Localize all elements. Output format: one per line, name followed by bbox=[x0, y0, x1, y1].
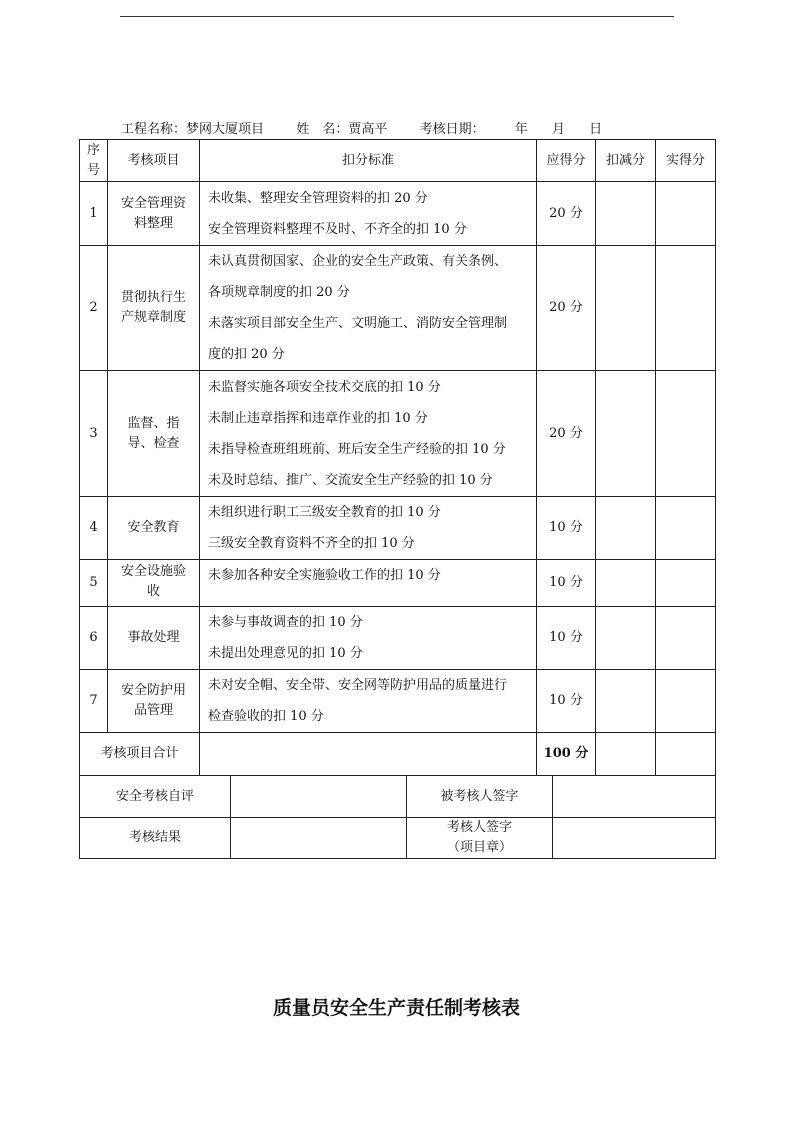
table-row bbox=[80, 371, 716, 497]
standard-line: 未参加各种安全实施验收工作的扣 10 分 bbox=[208, 568, 441, 583]
total-row bbox=[80, 733, 716, 776]
row-seq: 1 bbox=[80, 182, 108, 246]
name-value: 贾高平 bbox=[348, 122, 388, 137]
table-row bbox=[80, 246, 716, 371]
row-actual[interactable] bbox=[656, 371, 716, 497]
table-row bbox=[80, 497, 716, 560]
standard-line: 未监督实施各项安全技术交底的扣 10 分 bbox=[208, 379, 441, 395]
total-label: 考核项目合计 bbox=[80, 733, 200, 776]
standard-line: 未提出处理意见的扣 10 分 bbox=[208, 646, 363, 661]
standard-line: 未制止违章指挥和违章作业的扣 10 分 bbox=[208, 410, 428, 426]
standard-line: 未落实项目部安全生产、文明施工、消防安全管理制 bbox=[208, 316, 508, 331]
standard-line: 各项规章制度的扣 20 分 bbox=[208, 285, 350, 300]
row-standard bbox=[200, 246, 537, 371]
row-item bbox=[108, 670, 200, 733]
standard-line: 未及时总结、推广、交流安全生产经验的扣 10 分 bbox=[208, 472, 493, 488]
assessee-sign-field[interactable] bbox=[553, 776, 716, 818]
header-standard: 扣分标准 bbox=[200, 140, 537, 182]
row-actual[interactable] bbox=[656, 497, 716, 560]
row-deduct[interactable] bbox=[596, 560, 656, 607]
result-row bbox=[80, 818, 716, 859]
row-item-text: 监督、指导、检查 bbox=[127, 415, 180, 451]
row-actual[interactable] bbox=[656, 182, 716, 246]
total-deduct[interactable] bbox=[596, 733, 656, 776]
row-item bbox=[108, 182, 200, 246]
header-item: 考核项目 bbox=[108, 140, 200, 182]
row-standard bbox=[200, 607, 537, 670]
row-seq: 3 bbox=[80, 371, 108, 497]
assessee-sign-label: 被考核人签字 bbox=[407, 776, 553, 818]
row-actual[interactable] bbox=[656, 246, 716, 371]
row-item bbox=[108, 497, 200, 560]
date-label: 考核日期： bbox=[419, 122, 485, 137]
assessor-sign-field[interactable] bbox=[553, 818, 716, 859]
table-row bbox=[80, 560, 716, 607]
row-seq: 4 bbox=[80, 497, 108, 560]
self-eval-row bbox=[80, 776, 716, 818]
header-deduct: 扣减分 bbox=[596, 140, 656, 182]
year-label: 年 bbox=[514, 122, 528, 137]
row-item-text: 安全管理资料整理 bbox=[120, 195, 186, 231]
table-row bbox=[80, 607, 716, 670]
day-label: 日 bbox=[589, 122, 603, 137]
row-actual[interactable] bbox=[656, 670, 716, 733]
header-row bbox=[80, 140, 716, 182]
row-standard bbox=[200, 670, 537, 733]
row-deduct[interactable] bbox=[596, 371, 656, 497]
row-due: 20 分 bbox=[537, 246, 596, 371]
row-item-text: 安全教育 bbox=[127, 520, 180, 535]
form-info-line bbox=[121, 118, 602, 137]
row-deduct[interactable] bbox=[596, 246, 656, 371]
header-actual: 实得分 bbox=[656, 140, 716, 182]
row-deduct[interactable] bbox=[596, 497, 656, 560]
row-item bbox=[108, 246, 200, 371]
standard-line: 未指导检查班组班前、班后安全生产经验的扣 10 分 bbox=[208, 441, 506, 457]
row-standard bbox=[200, 497, 537, 560]
header-due: 应得分 bbox=[537, 140, 596, 182]
table-row bbox=[80, 670, 716, 733]
self-eval-label: 安全考核自评 bbox=[80, 776, 231, 818]
standard-line: 未收集、整理安全管理资料的扣 20 分 bbox=[208, 190, 428, 206]
result-label: 考核结果 bbox=[80, 818, 231, 859]
name-label: 姓 名： bbox=[296, 122, 349, 137]
total-due: 100 分 bbox=[537, 733, 596, 776]
project-label: 工程名称： bbox=[121, 122, 187, 137]
row-deduct[interactable] bbox=[596, 670, 656, 733]
row-standard bbox=[200, 560, 537, 607]
row-item-text: 贯彻执行生产规章制度 bbox=[120, 290, 186, 325]
total-actual[interactable] bbox=[656, 733, 716, 776]
row-actual[interactable] bbox=[656, 607, 716, 670]
total-standard bbox=[200, 733, 537, 776]
row-due: 10 分 bbox=[537, 560, 596, 607]
row-standard bbox=[200, 371, 537, 497]
assessor-sign-text: 考核人签字 bbox=[446, 820, 512, 835]
standard-line: 三级安全教育资料不齐全的扣 10 分 bbox=[208, 536, 415, 551]
table-row bbox=[80, 182, 716, 246]
row-item-text: 事故处理 bbox=[127, 630, 180, 645]
next-table-title: 质量员安全生产责任制考核表 bbox=[272, 997, 520, 1019]
row-deduct[interactable] bbox=[596, 607, 656, 670]
standard-line: 未认真贯彻国家、企业的安全生产政策、有关条例、 bbox=[208, 254, 508, 269]
row-due: 10 分 bbox=[537, 497, 596, 560]
assessor-sign-label bbox=[407, 818, 553, 859]
row-actual[interactable] bbox=[656, 560, 716, 607]
row-seq: 2 bbox=[80, 246, 108, 371]
row-seq: 7 bbox=[80, 670, 108, 733]
row-item bbox=[108, 560, 200, 607]
standard-line: 未参与事故调查的扣 10 分 bbox=[208, 615, 363, 630]
signature-table bbox=[79, 775, 716, 859]
assessment-table bbox=[79, 139, 716, 776]
header-seq: 序号 bbox=[80, 140, 108, 182]
row-due: 10 分 bbox=[537, 607, 596, 670]
result-field[interactable] bbox=[231, 818, 407, 859]
row-item-text: 安全防护用品管理 bbox=[120, 683, 186, 718]
row-item-text: 安全设施验收 bbox=[120, 564, 186, 599]
standard-line: 度的扣 20 分 bbox=[208, 347, 285, 362]
row-seq: 5 bbox=[80, 560, 108, 607]
row-standard bbox=[200, 182, 537, 246]
header-rule bbox=[120, 16, 674, 17]
standard-line: 检查验收的扣 10 分 bbox=[208, 709, 324, 724]
row-item bbox=[108, 607, 200, 670]
row-due: 20 分 bbox=[537, 182, 596, 246]
row-seq: 6 bbox=[80, 607, 108, 670]
project-value: 梦网大厦项目 bbox=[186, 122, 265, 137]
self-eval-field[interactable] bbox=[231, 776, 407, 818]
row-due: 20 分 bbox=[537, 371, 596, 497]
assessor-seal-text: （项目章） bbox=[446, 840, 512, 855]
standard-line: 安全管理资料整理不及时、不齐全的扣 10 分 bbox=[208, 221, 467, 237]
row-due: 10 分 bbox=[537, 670, 596, 733]
row-deduct[interactable] bbox=[596, 182, 656, 246]
standard-line: 未对安全帽、安全带、安全网等防护用品的质量进行 bbox=[208, 678, 508, 693]
standard-line: 未组织进行职工三级安全教育的扣 10 分 bbox=[208, 505, 441, 520]
row-item bbox=[108, 371, 200, 497]
month-label: 月 bbox=[551, 122, 565, 137]
